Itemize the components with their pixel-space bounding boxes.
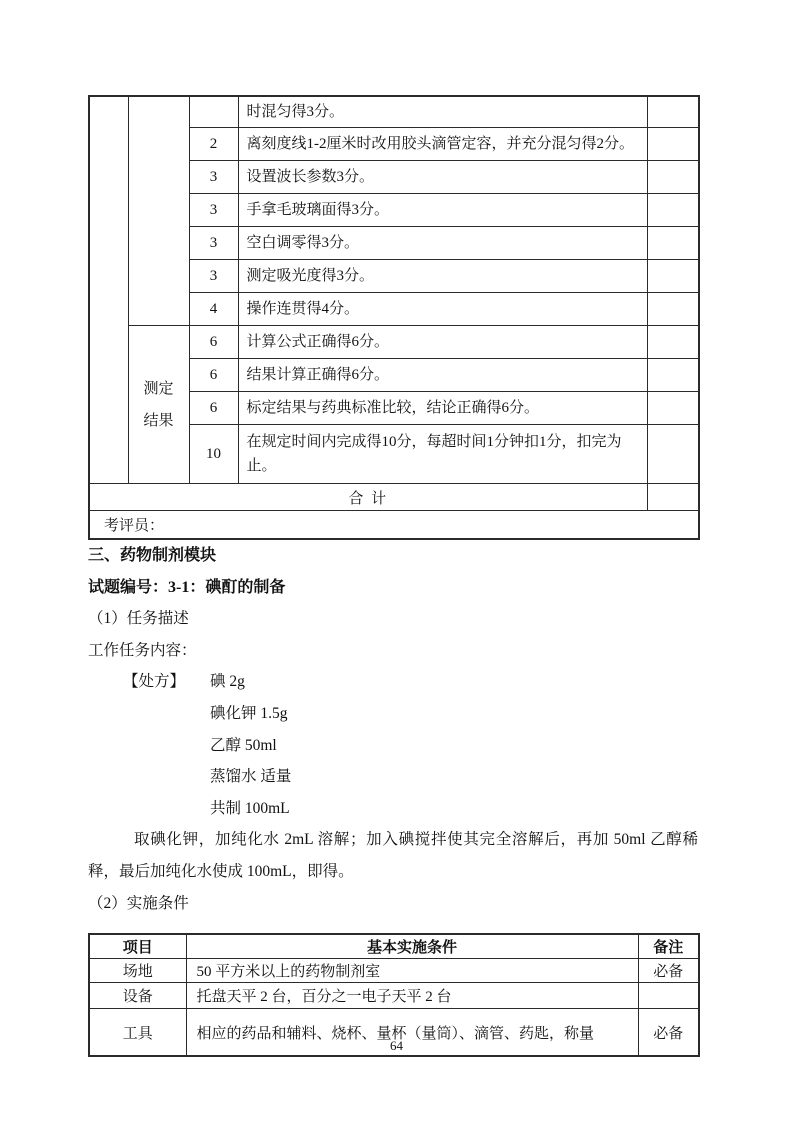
criteria-cell: 结果计算正确得6分。 — [238, 359, 647, 392]
header-row — [89, 934, 699, 959]
header-condition: 基本实施条件 — [186, 934, 638, 959]
score-cell: 4 — [189, 293, 238, 326]
prescription-item: 共制 100mL — [210, 799, 290, 817]
criteria-cell: 操作连贯得4分。 — [238, 293, 647, 326]
prescription-item: 碘 2g — [210, 673, 245, 691]
total-row — [89, 484, 699, 511]
criteria-cell: 手拿毛玻璃面得3分。 — [238, 194, 647, 227]
criteria-cell: 标定结果与药典标准比较，结论正确得6分。 — [238, 392, 647, 425]
table-row — [89, 96, 699, 128]
condition-cell: 相应的药品和辅料、烧杯、量杯（量筒）、滴管、药匙，称量 — [186, 1009, 638, 1057]
score-cell — [189, 96, 238, 128]
table-row — [89, 326, 699, 359]
prescription-label: 【处方】 — [123, 673, 186, 691]
result-cell — [647, 260, 699, 293]
work-content-label: 工作任务内容： — [88, 641, 197, 659]
score-cell: 2 — [189, 128, 238, 161]
assessor-label: 考评员： — [89, 511, 699, 540]
result-cell — [647, 194, 699, 227]
scoring-table — [88, 95, 700, 540]
result-cell — [647, 425, 699, 484]
header-note: 备注 — [638, 934, 699, 959]
note-cell: 必备 — [638, 1009, 699, 1057]
prescription-item: 乙醇 50ml — [210, 736, 277, 754]
result-cell — [647, 227, 699, 260]
seq-column-cell — [89, 96, 128, 484]
score-cell: 6 — [189, 392, 238, 425]
score-cell: 3 — [189, 194, 238, 227]
result-cell — [647, 128, 699, 161]
note-cell — [638, 983, 699, 1009]
total-result-cell — [647, 484, 699, 511]
score-cell: 3 — [189, 260, 238, 293]
category-cell — [128, 326, 189, 484]
header-item: 项目 — [89, 934, 186, 959]
assessor-row — [89, 511, 699, 540]
table-row — [89, 983, 699, 1009]
prescription-line — [88, 761, 698, 793]
score-cell: 3 — [189, 161, 238, 194]
prescription-line — [88, 666, 698, 698]
item-cell: 工具 — [89, 1009, 186, 1057]
prescription-line — [88, 730, 698, 762]
result-cell — [647, 326, 699, 359]
score-cell: 3 — [189, 227, 238, 260]
section-heading: 三、药物制剂模块 — [88, 547, 217, 564]
note-cell: 必备 — [638, 959, 699, 983]
criteria-cell: 离刻度线1-2厘米时改用胶头滴管定容，并充分混匀得2分。 — [238, 128, 647, 161]
score-cell: 6 — [189, 359, 238, 392]
result-cell — [647, 392, 699, 425]
result-cell — [647, 359, 699, 392]
item-cell: 场地 — [89, 959, 186, 983]
criteria-cell: 计算公式正确得6分。 — [238, 326, 647, 359]
prescription-item: 蒸馏水 适量 — [210, 768, 292, 786]
task-subheading-1: （1）任务描述 — [88, 610, 189, 628]
criteria-cell: 在规定时间内完成得10分，每超时间1分钟扣1分，扣完为止。 — [238, 425, 647, 484]
task-title: 试题编号：3-1：碘酊的制备 — [88, 578, 286, 596]
criteria-cell: 测定吸光度得3分。 — [238, 260, 647, 293]
total-label: 合 计 — [89, 484, 647, 511]
procedure-paragraph: 取碘化钾，加纯化水 2mL 溶解；加入碘搅拌使其完全溶解后，再加 50ml 乙醇稀释，最后加纯化水使成 100mL，即得。 — [88, 831, 698, 880]
score-cell: 6 — [189, 326, 238, 359]
category-label: 测定结果 — [143, 380, 174, 429]
result-cell — [647, 96, 699, 128]
score-cell: 10 — [189, 425, 238, 484]
criteria-cell: 空白调零得3分。 — [238, 227, 647, 260]
criteria-cell: 时混匀得3分。 — [238, 96, 647, 128]
prescription-line — [88, 698, 698, 730]
category-cell-empty — [128, 96, 189, 326]
table-row — [89, 959, 699, 983]
task-subheading-2: （2）实施条件 — [88, 894, 189, 912]
prescription-item: 碘化钾 1.5g — [210, 704, 288, 722]
condition-cell: 50 平方米以上的药物制剂室 — [186, 959, 638, 983]
result-cell — [647, 161, 699, 194]
result-cell — [647, 293, 699, 326]
condition-cell: 托盘天平 2 台，百分之一电子天平 2 台 — [186, 983, 638, 1009]
prescription-line — [88, 793, 698, 825]
criteria-cell: 设置波长参数3分。 — [238, 161, 647, 194]
body-text — [88, 540, 698, 919]
page-number: 64 — [390, 1038, 403, 1053]
item-cell: 设备 — [89, 983, 186, 1009]
